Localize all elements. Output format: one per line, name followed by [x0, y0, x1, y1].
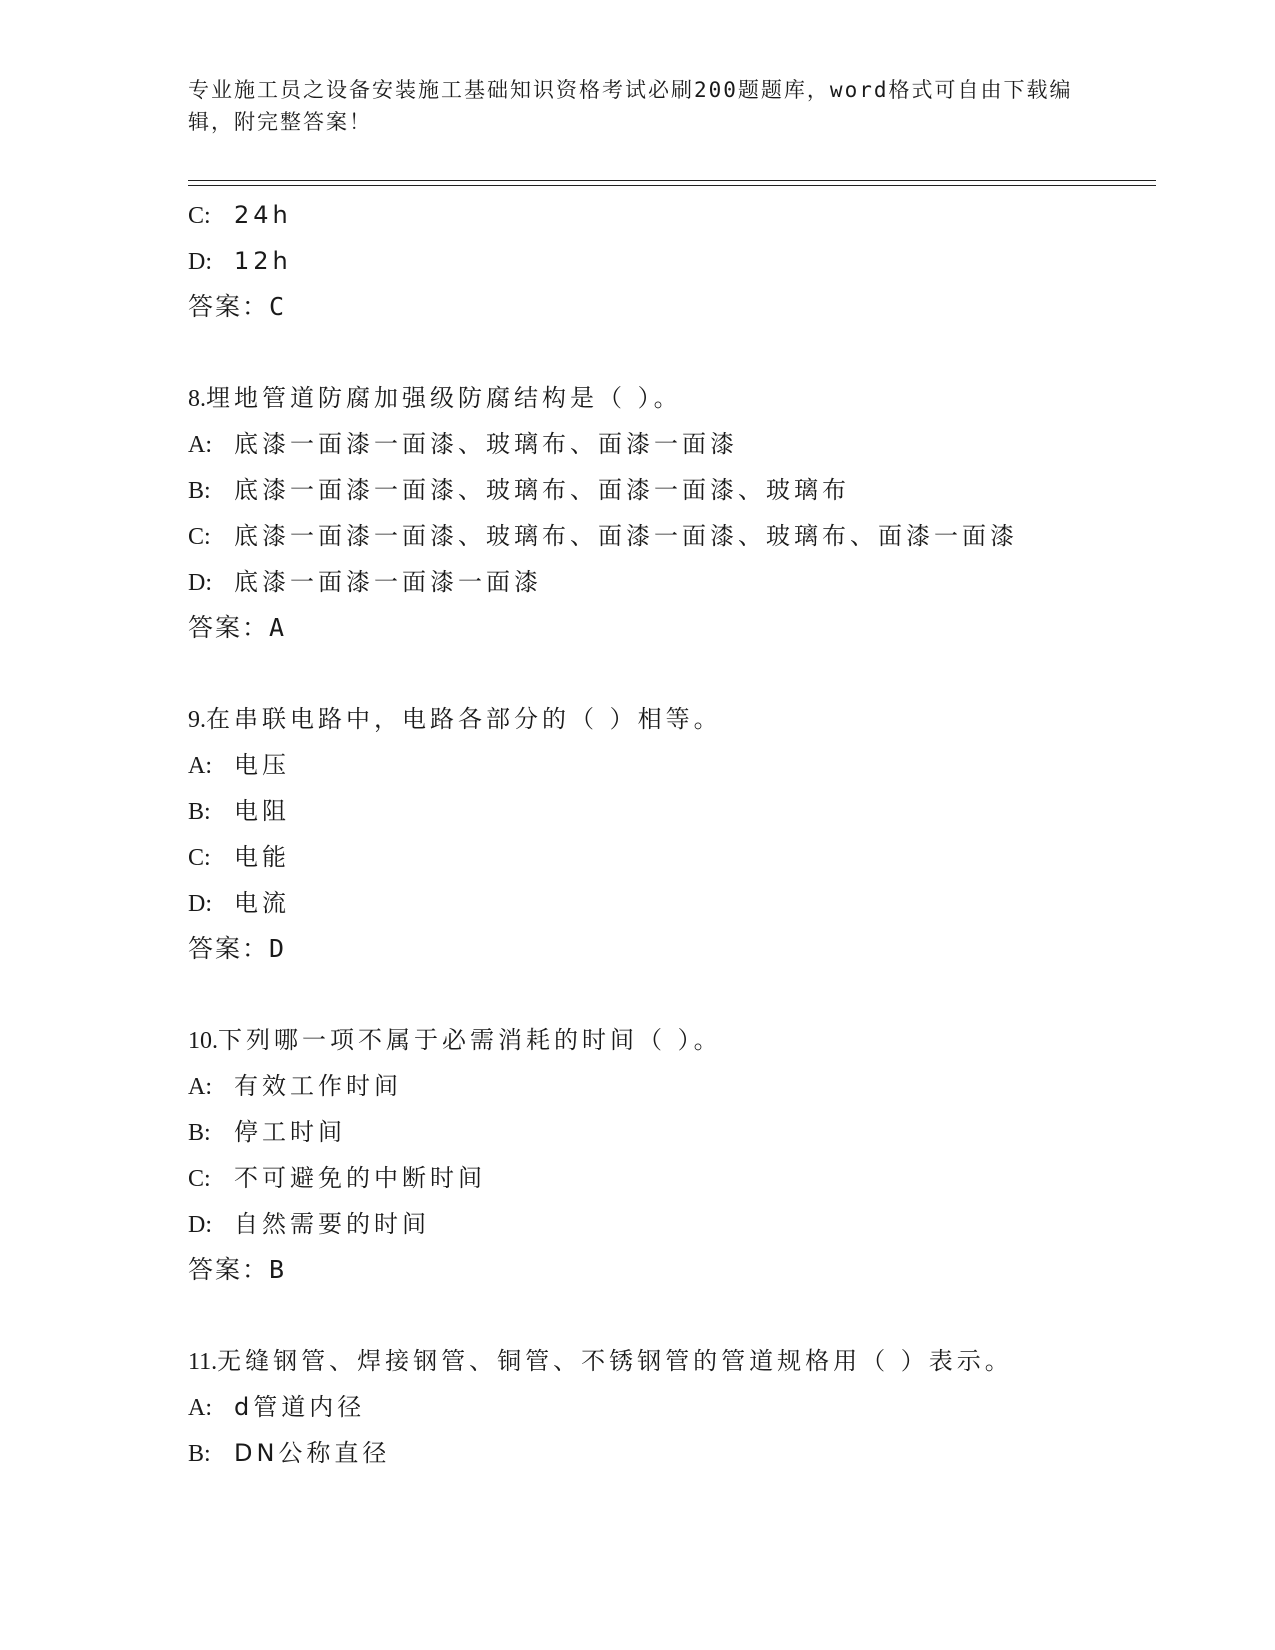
question-text: 埋地管道防腐加强级防腐结构是（ ）。 [206, 384, 682, 412]
option-line [188, 1155, 1148, 1201]
question-number: 11. [188, 1349, 218, 1375]
option-text: 底漆一面漆一面漆、玻璃布、面漆一面漆、玻璃布、面漆一面漆 [234, 522, 1018, 550]
option-key: D: [188, 1212, 212, 1238]
option-line [188, 742, 1148, 788]
option-line [188, 1430, 1148, 1476]
question-number: 9. [188, 707, 206, 733]
answer-value: D [269, 934, 287, 963]
option-text: 底漆一面漆一面漆、玻璃布、面漆一面漆、玻璃布 [234, 476, 850, 504]
answer-line [188, 926, 1148, 972]
question-text: 无缝钢管、焊接钢管、铜管、不锈钢管的管道规格用（ ）表示。 [217, 1347, 1013, 1375]
header-divider [188, 185, 1156, 186]
option-text: 电压 [234, 751, 290, 779]
option-line [188, 1109, 1148, 1155]
question-text: 下列哪一项不属于必需消耗的时间（ ）。 [218, 1026, 722, 1054]
answer-line [188, 1247, 1148, 1293]
answer-label: 答案： [188, 934, 270, 963]
option-key: A: [188, 1395, 212, 1421]
question-stem [188, 696, 1148, 742]
option-line [188, 467, 1148, 513]
option-key: C: [188, 524, 211, 550]
option-key: A: [188, 432, 212, 458]
answer-value: C [269, 292, 287, 321]
option-key: A: [188, 753, 212, 779]
answer-label: 答案： [188, 292, 270, 321]
answer-line [188, 284, 1148, 330]
option-key: C: [188, 845, 211, 871]
option-key: D: [188, 249, 212, 275]
option-text: 底漆一面漆一面漆、玻璃布、面漆一面漆 [234, 430, 738, 458]
option-line [188, 238, 1148, 284]
answer-label: 答案： [188, 1255, 270, 1284]
question-stem [188, 1017, 1148, 1063]
option-text: 电流 [234, 889, 290, 917]
option-key: D: [188, 891, 212, 917]
question-number: 8. [188, 386, 206, 412]
header-divider [188, 180, 1156, 181]
question-text: 在串联电路中，电路各部分的（ ）相等。 [206, 705, 722, 733]
option-text: 有效工作时间 [234, 1072, 402, 1100]
option-key: A: [188, 1074, 212, 1100]
option-line [188, 788, 1148, 834]
answer-value: A [269, 613, 287, 642]
option-line [188, 1201, 1148, 1247]
option-key: D: [188, 570, 212, 596]
option-key: B: [188, 1441, 211, 1467]
option-text: DN公称直径 [234, 1439, 391, 1467]
document-body [188, 192, 1148, 1476]
option-key: C: [188, 203, 211, 229]
option-text: 电阻 [234, 797, 290, 825]
answer-label: 答案： [188, 613, 270, 642]
document-header [188, 74, 1088, 138]
option-key: B: [188, 1120, 211, 1146]
option-line [188, 880, 1148, 926]
option-text: 不可避免的中断时间 [234, 1164, 486, 1192]
option-line [188, 421, 1148, 467]
header-title: 专业施工员之设备安装施工基础知识资格考试必刷200题题库，word格式可自由下载编辑，附完整答案！ [188, 78, 1073, 134]
option-key: C: [188, 1166, 211, 1192]
option-text: 12h [234, 247, 292, 275]
option-line [188, 1384, 1148, 1430]
option-text: d管道内径 [234, 1393, 366, 1421]
option-line [188, 834, 1148, 880]
option-line [188, 559, 1148, 605]
option-text: 底漆一面漆一面漆一面漆 [234, 568, 542, 596]
option-text: 电能 [234, 843, 290, 871]
question-number: 10. [188, 1028, 218, 1054]
answer-line [188, 605, 1148, 651]
question-stem [188, 375, 1148, 421]
option-line [188, 513, 1148, 559]
option-line [188, 1063, 1148, 1109]
question-stem [188, 1338, 1148, 1384]
option-text: 自然需要的时间 [234, 1210, 430, 1238]
option-text: 24h [234, 201, 292, 229]
option-text: 停工时间 [234, 1118, 346, 1146]
answer-value: B [269, 1255, 287, 1284]
option-key: B: [188, 478, 211, 504]
option-key: B: [188, 799, 211, 825]
option-line [188, 192, 1148, 238]
